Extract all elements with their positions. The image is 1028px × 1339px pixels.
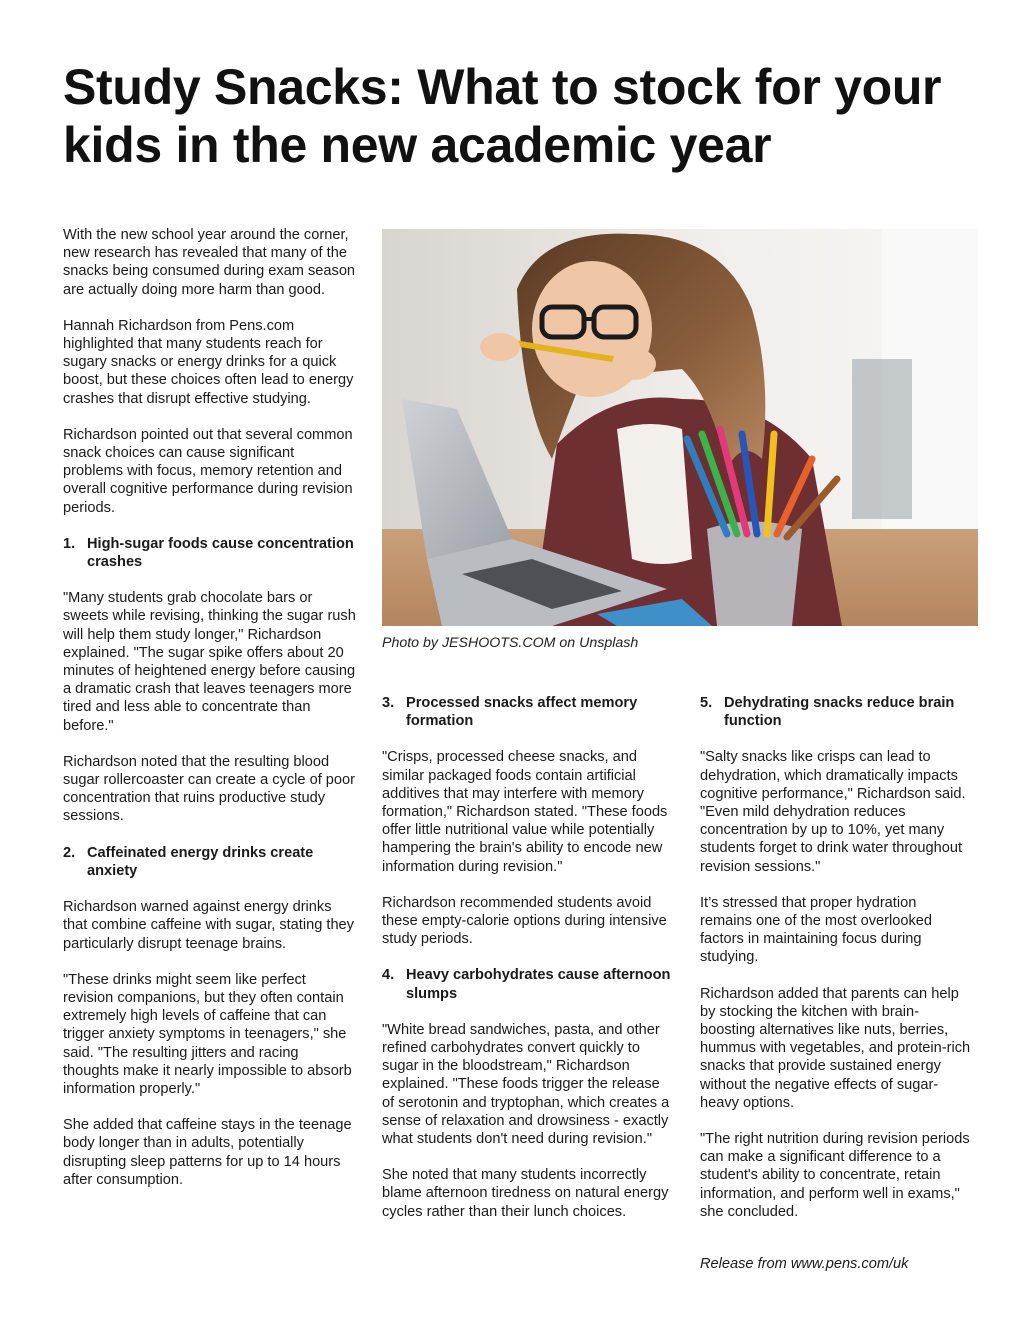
section-1-paragraph-1: "Many students grab chocolate bars or sweets while revising, thinking the sugar rush will help them study longer," Richardson explained. "The sugar spike offers about 20 minutes of heightened energy before causing a dramatic crash that leaves teenagers more tired and less able to concentrate than before." xyxy=(63,590,356,734)
section-4-heading-text: Heavy carbohydrates cause afternoon slumps xyxy=(406,967,671,1002)
section-4-paragraph-1: "White bread sandwiches, pasta, and other refined carbohydrates convert quickly to sugar in the bloodstream," Richardson explained. "These foods trigger the release of serotonin and tryptophan, which creates a sense of relaxation and drowsiness - exactly what students don't need during revision." xyxy=(382,1021,670,1148)
section-2-paragraph-3: She added that caffeine stays in the teenage body longer than in adults, potentially disrupting sleep patterns for up to 14 hours after consumption. xyxy=(63,1117,352,1188)
column-left xyxy=(63,226,358,1207)
article-title: Study Snacks: What to stock for your kids in the new academic year xyxy=(63,59,942,173)
intro-paragraph-3: Richardson pointed out that several common snack choices can cause significant problems with focus, memory retention and overall cognitive performance during revision periods. xyxy=(63,426,353,516)
section-2-heading-text: Caffeinated energy drinks create anxiety xyxy=(87,844,314,879)
column-middle xyxy=(382,694,672,1239)
intro-paragraph-2: Hannah Richardson from Pens.com highlighted that many students reach for sugary snacks or energy drinks for a quick boost, but these choices often lead to energy crashes that disrupt effective studying. xyxy=(63,317,354,407)
section-5-paragraph-4: "The right nutrition during revision periods can make a significant difference to a student's ability to concentrate, retain information, and perform well in exams," she concluded. xyxy=(700,1131,970,1220)
section-3-paragraph-2: Richardson recommended students avoid these empty-calorie options during intensive study periods. xyxy=(382,894,667,948)
student-with-laptop-illustration xyxy=(382,229,978,626)
section-3-heading xyxy=(382,694,672,730)
section-5-number: 5. xyxy=(700,695,713,711)
section-3-paragraph-1: "Crisps, processed cheese snacks, and similar packaged foods contain artificial additives that may interfere with memory formation," Richardson stated. "These foods offer little nutritional value while potentially hampering the brain's ability to encode new information during revision." xyxy=(382,749,668,875)
section-3-number: 3. xyxy=(382,695,395,711)
section-5-heading xyxy=(700,694,972,730)
section-1-heading xyxy=(63,535,358,571)
section-2-paragraph-2: "These drinks might seem like perfect revision companions, but they often contain extremely high levels of caffeine that can trigger anxiety symptoms in teenagers," she said. "The resulting jitters and racing thoughts make it nearly impossible to absorb information properly." xyxy=(63,971,352,1097)
release-credit: Release from www.pens.com/uk xyxy=(700,1256,909,1273)
section-4-number: 4. xyxy=(382,967,395,984)
section-2-number: 2. xyxy=(63,844,76,861)
article-photo xyxy=(382,229,978,626)
section-5-heading-text: Dehydrating snacks reduce brain function xyxy=(724,695,955,730)
intro-paragraph-1: With the new school year around the corner, new research has revealed that many of the snacks being consumed during exam season are actually doing more harm than good. xyxy=(63,227,356,298)
column-right xyxy=(700,694,972,1291)
section-1-paragraph-2: Richardson noted that the resulting blood sugar rollercoaster can create a cycle of poor concentration that ruins productive study sessions. xyxy=(63,753,356,825)
section-2-heading xyxy=(63,844,358,880)
section-4-heading xyxy=(382,966,672,1002)
section-2-paragraph-1: Richardson warned against energy drinks that combine caffeine with sugar, stating they particularly disrupt teenage brains. xyxy=(63,899,354,952)
section-3-heading-text: Processed snacks affect memory formation xyxy=(406,695,638,730)
section-5-paragraph-3: Richardson added that parents can help by stocking the kitchen with brain-boosting alternatives like nuts, berries, hummus with vegetables, and protein-rich snacks that provide sustained energy without the negative effects of sugar-heavy options. xyxy=(700,985,971,1111)
section-1-heading-text: High-sugar foods cause concentration crashes xyxy=(87,535,354,571)
photo-caption: Photo by JESHOOTS.COM on Unsplash xyxy=(382,635,639,651)
section-1-number: 1. xyxy=(63,535,76,552)
section-5-paragraph-1: "Salty snacks like crisps can lead to dehydration, which dramatically impacts cognitive performance," Richardson said. "Even mild dehydration reduces concentration by up to 10%, yet many students forget to drink water throughout revision sessions." xyxy=(700,749,966,875)
section-5-paragraph-2: It’s stressed that proper hydration remains one of the most overlooked factors in maintaining focus during studying. xyxy=(700,894,933,966)
section-4-paragraph-2: She noted that many students incorrectly blame afternoon tiredness on natural energy cycles rather than their lunch choices. xyxy=(382,1167,669,1220)
